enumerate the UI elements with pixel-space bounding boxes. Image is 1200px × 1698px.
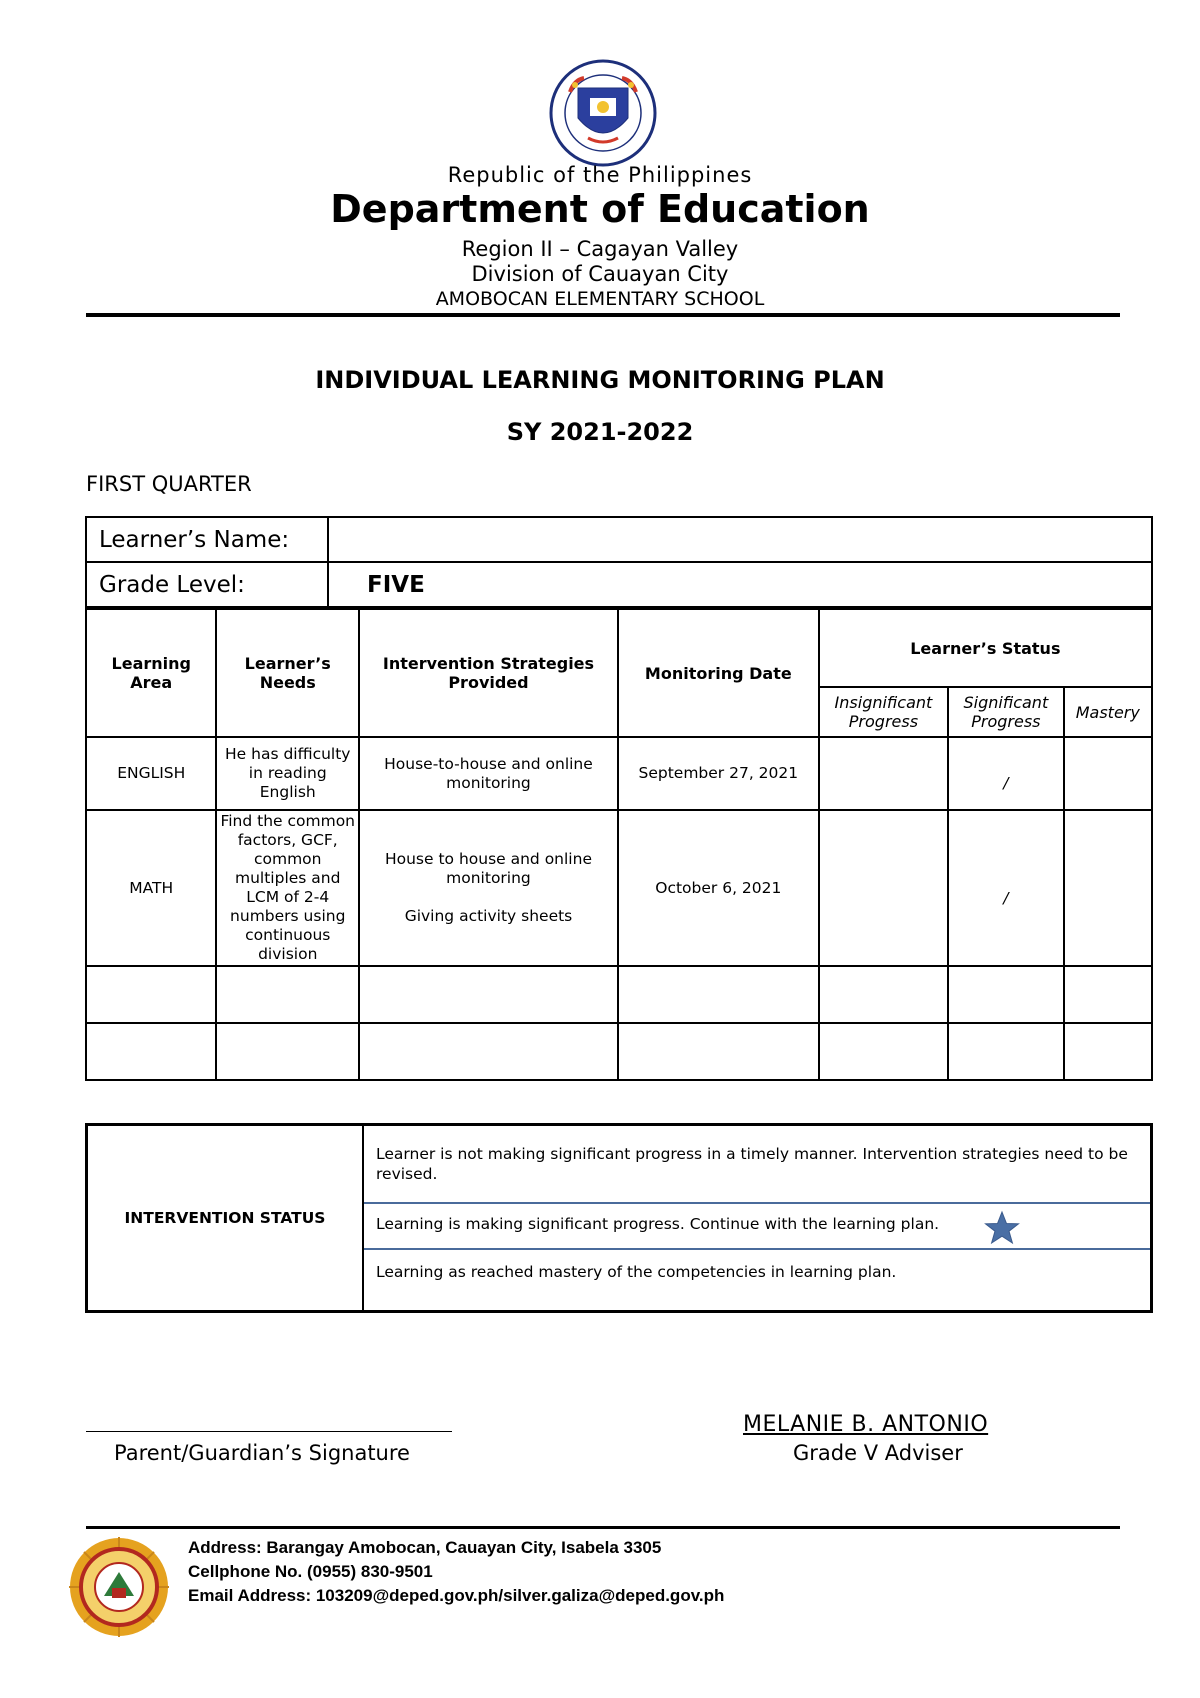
row-insignificant xyxy=(819,737,948,810)
row-insignificant xyxy=(819,810,948,966)
department-name: Department of Education xyxy=(330,187,870,231)
row-strategy-line: House to house and online monitoring xyxy=(384,850,592,887)
row-strategies xyxy=(359,737,618,810)
table-row-empty xyxy=(86,966,1152,1023)
status-option-significant-progress xyxy=(363,1203,1152,1249)
learner-name-value xyxy=(328,517,1152,562)
row-strategies xyxy=(359,810,618,966)
grade-level-value: FIVE xyxy=(328,562,1152,607)
significant-check-mark: / xyxy=(1003,774,1009,792)
document-title: INDIVIDUAL LEARNING MONITORING PLAN xyxy=(315,366,885,394)
row-learners-needs: He has difficulty in reading English xyxy=(216,737,359,810)
table-row xyxy=(86,737,1152,810)
footer-cellphone: Cellphone No. (0955) 830-9501 xyxy=(188,1562,433,1581)
footer-address: Address: Barangay Amobocan, Cauayan City, Isabela 3305 xyxy=(188,1538,662,1557)
header-intervention-strategies: Intervention Strategies Provided xyxy=(359,609,618,737)
row-mastery xyxy=(1064,737,1152,810)
school-logo xyxy=(68,1536,170,1638)
star-icon xyxy=(984,1210,1020,1246)
header-learners-needs: Learner’s Needs xyxy=(216,609,359,737)
region-line: Region II – Cagayan Valley xyxy=(461,237,739,261)
header-learners-status: Learner’s Status xyxy=(819,609,1152,687)
status-option-mastery: Learning as reached mastery of the competencies in learning plan. xyxy=(376,1263,897,1281)
learner-info-table xyxy=(85,516,1153,608)
quarter-label: FIRST QUARTER xyxy=(86,472,252,496)
header-monitoring-date: Monitoring Date xyxy=(618,609,819,737)
footer-email: Email Address: 103209@deped.gov.ph/silver.galiza@deped.gov.ph xyxy=(188,1586,725,1605)
intervention-status-table xyxy=(85,1123,1153,1313)
header-mastery: Mastery xyxy=(1064,687,1152,737)
row-mastery xyxy=(1064,810,1152,966)
row-strategy-line: Giving activity sheets xyxy=(404,907,573,925)
parent-signature-line xyxy=(86,1431,452,1432)
school-name: AMOBOCAN ELEMENTARY SCHOOL xyxy=(435,288,765,310)
table-row xyxy=(86,810,1152,966)
learner-name-row xyxy=(86,517,1152,562)
header-significant-progress: Significant Progress xyxy=(948,687,1063,737)
header-insignificant-progress: Insignificant Progress xyxy=(819,687,948,737)
row-significant xyxy=(948,737,1063,810)
significant-check-mark: / xyxy=(1003,888,1009,907)
row-strategy-line: House-to-house and online monitoring xyxy=(384,754,593,792)
division-line: Division of Cauayan City xyxy=(471,262,729,286)
header-learning-area: Learning Area xyxy=(86,609,216,737)
grade-level-label: Grade Level: xyxy=(86,562,328,607)
status-option-not-progressing: Learner is not making significant progress in a timely manner. Intervention strategies need to be revised. xyxy=(363,1125,1152,1204)
grade-level-row xyxy=(86,562,1152,607)
republic-line: Republic of the Philippines xyxy=(447,163,753,187)
school-year: SY 2021-2022 xyxy=(506,418,694,446)
header-divider xyxy=(86,313,1120,317)
learner-name-label: Learner’s Name: xyxy=(86,517,328,562)
intervention-status-label: INTERVENTION STATUS xyxy=(87,1125,364,1312)
footer-divider xyxy=(86,1526,1120,1529)
row-monitoring-date: September 27, 2021 xyxy=(618,737,819,810)
table-row-empty xyxy=(86,1023,1152,1080)
monitoring-plan-table xyxy=(85,608,1153,1081)
row-learners-needs: Find the common factors, GCF, common multiples and LCM of 2-4 numbers using continuous division xyxy=(216,810,359,966)
row-significant xyxy=(948,810,1063,966)
row-monitoring-date: October 6, 2021 xyxy=(618,810,819,966)
deped-seal-logo xyxy=(548,58,658,168)
adviser-name: MELANIE B. ANTONIO xyxy=(743,1412,989,1437)
parent-signature-label: Parent/Guardian’s Signature xyxy=(114,1441,410,1465)
status-option-text: Learning is making significant progress. Continue with the learning plan. xyxy=(376,1215,940,1233)
row-learning-area: ENGLISH xyxy=(86,737,216,810)
row-learning-area: MATH xyxy=(86,810,216,966)
adviser-role: Grade V Adviser xyxy=(793,1441,963,1465)
